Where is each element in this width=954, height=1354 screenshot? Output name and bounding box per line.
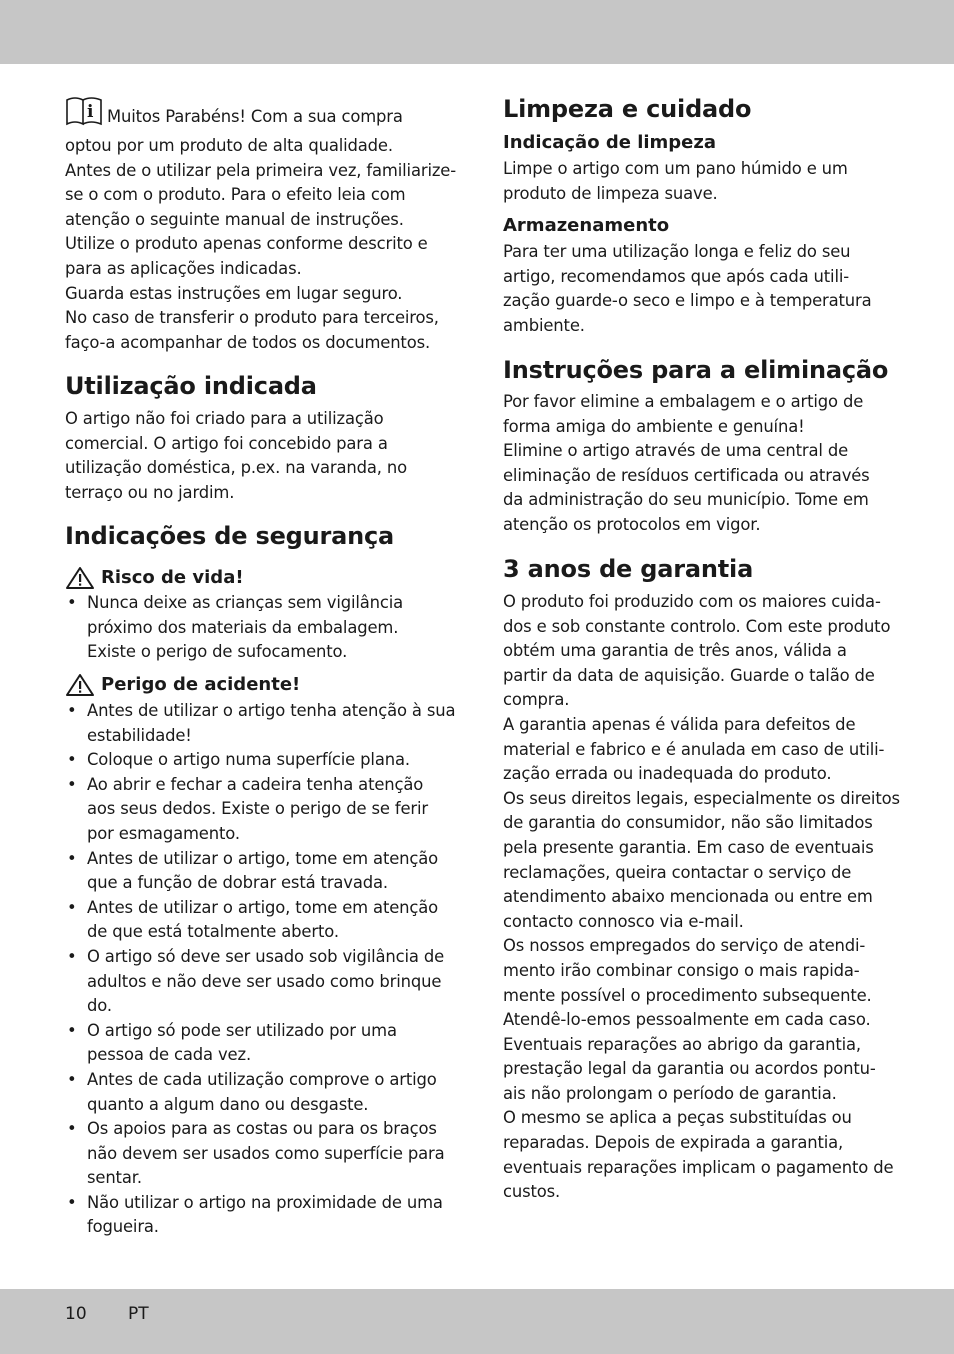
cleaning-note-text	[503, 157, 903, 206]
list-item	[65, 773, 465, 847]
warranty-line: O mesmo se aplica a peças substituídas ou	[503, 1108, 852, 1128]
disposal-line: eliminação de resíduos certificada ou através	[503, 465, 870, 485]
bullet-icon: •	[67, 701, 77, 720]
warranty-line: custos.	[503, 1182, 561, 1202]
list-item-line: Não utilizar o artigo na proximidade de uma	[87, 1192, 443, 1212]
info-icon	[65, 96, 103, 134]
warranty-line: Os nossos empregados do serviço de atendi-	[503, 936, 866, 956]
warranty-line: eventuais reparações implicam o pagamento de	[503, 1157, 894, 1177]
warranty-line: dos e sob constante controlo. Com este produto	[503, 616, 891, 636]
intended-use-line: O artigo não foi criado para a utilização	[65, 409, 384, 428]
list-item-line: Nunca deixe as crianças sem vigilância	[87, 593, 404, 612]
list-item	[65, 896, 465, 945]
storage-title: Armazenamento	[503, 215, 670, 236]
intro-line: para as aplicações indicadas.	[65, 258, 302, 278]
intended-use-text	[65, 407, 465, 505]
storage-line: ambiente.	[503, 315, 585, 335]
warranty-text	[503, 590, 903, 1205]
intro-line: faço-a acompanhar de todos os documentos.	[65, 332, 431, 352]
warranty-line: ais não prolongam o período de garantia.	[503, 1083, 837, 1103]
warning-triangle-icon	[65, 566, 95, 590]
disposal-line: forma amiga do ambiente e genuína!	[503, 416, 805, 436]
safety-title: Indicações de segurança	[65, 522, 395, 550]
warranty-line: mento irão combinar consigo o mais rapida-	[503, 960, 860, 980]
bullet-icon: •	[67, 946, 77, 966]
warranty-line: zação errada ou inadequada do produto.	[503, 764, 832, 784]
danger-accident-title: Perigo de acidente!	[101, 674, 301, 695]
list-item-line: pessoa de cada vez.	[87, 1045, 252, 1065]
list-item-line: próximo dos materiais da embalagem.	[87, 617, 399, 637]
warranty-line: de garantia do consumidor, não são limitados	[503, 813, 873, 833]
bullet-icon: •	[67, 1119, 77, 1139]
intro-line: Guarda estas instruções em lugar seguro.	[65, 283, 403, 303]
language-code: PT	[128, 1304, 149, 1324]
warranty-line: Os seus direitos legais, especialmente os direitos	[503, 788, 900, 808]
warranty-line: mente possível o procedimento subsequente.	[503, 985, 872, 1005]
warranty-line: compra.	[503, 690, 570, 710]
list-item-line: não devem ser usados como superfície para	[87, 1143, 445, 1163]
disposal-line: da administração do seu município. Tome em	[503, 490, 869, 510]
intro-line: atenção o seguinte manual de instruções.	[65, 209, 404, 229]
list-item	[65, 1019, 465, 1068]
intro-line: Utilize o produto apenas conforme descrito e	[65, 234, 428, 254]
list-item	[65, 945, 465, 1019]
danger-accident-list	[65, 699, 465, 1240]
warranty-line: pela presente garantia. Em caso de eventuais	[503, 837, 874, 857]
bullet-icon: •	[67, 1069, 77, 1089]
warranty-line: reclamações, queira contactar o serviço de	[503, 862, 852, 882]
intro-line: optou por um produto de alta qualidade.	[65, 136, 393, 155]
list-item-line: sentar.	[87, 1168, 142, 1188]
warranty-line: A garantia apenas é válida para defeitos de	[503, 714, 856, 734]
header-bar	[0, 0, 954, 64]
bullet-icon: •	[67, 897, 77, 917]
cleaning-note-line: Limpe o artigo com um pano húmido e um	[503, 159, 848, 178]
warranty-title: 3 anos de garantia	[503, 555, 754, 583]
disposal-line: Por favor elimine a embalagem e o artigo de	[503, 392, 864, 411]
warranty-line: contacto connosco via e-mail.	[503, 911, 744, 931]
warning-triangle-icon	[65, 673, 95, 697]
list-item	[65, 748, 465, 773]
danger-accident-heading	[65, 673, 300, 697]
bullet-icon: •	[67, 1020, 77, 1040]
list-item-line: aos seus dedos. Existe o perigo de se ferir	[87, 799, 428, 819]
list-item-line: estabilidade!	[87, 725, 192, 745]
intended-use-title: Utilização indicada	[65, 372, 317, 400]
intro-line: Antes de o utilizar pela primeira vez, familiarize-	[65, 160, 456, 180]
list-item-line: quanto a algum dano ou desgaste.	[87, 1094, 369, 1114]
cleaning-title: Limpeza e cuidado	[503, 95, 752, 123]
intended-use-line: utilização doméstica, p.ex. na varanda, no	[65, 458, 407, 478]
intended-use-line: terraço ou no jardim.	[65, 482, 235, 502]
intro-line: No caso de transferir o produto para terceiros,	[65, 308, 439, 328]
storage-text	[503, 240, 903, 338]
list-item	[65, 1068, 465, 1117]
warranty-line: O produto foi produzido com os maiores cuida-	[503, 592, 881, 611]
warranty-line: atendimento abaixo mencionada ou entre em	[503, 887, 873, 907]
warranty-line: Eventuais reparações ao abrigo da garantia,	[503, 1034, 861, 1054]
list-item-line: Ao abrir e fechar a cadeira tenha atenção	[87, 774, 424, 794]
list-item	[65, 699, 465, 748]
list-item-line: do.	[87, 996, 112, 1016]
list-item-line: fogueira.	[87, 1217, 159, 1237]
bullet-icon: •	[67, 848, 77, 868]
disposal-line: Elimine o artigo através de uma central de	[503, 441, 849, 461]
intro-first-line	[65, 96, 465, 134]
list-item	[65, 1117, 465, 1191]
list-item-line: Antes de utilizar o artigo tenha atenção à sua	[87, 701, 456, 720]
danger-life-heading	[65, 566, 244, 590]
list-item-line: Antes de utilizar o artigo, tome em atenção	[87, 848, 439, 868]
svg-text:i: i	[87, 102, 94, 122]
warranty-line: Atendê-lo-emos pessoalmente em cada caso.	[503, 1010, 871, 1030]
storage-line: Para ter uma utilização longa e feliz do seu	[503, 242, 851, 261]
disposal-title: Instruções para a eliminação	[503, 356, 889, 384]
list-item-line: O artigo só pode ser utilizado por uma	[87, 1020, 397, 1040]
list-item-line: de que está totalmente aberto.	[87, 922, 339, 942]
list-item-line: Antes de utilizar o artigo, tome em atenção	[87, 897, 439, 917]
danger-life-list	[65, 591, 465, 665]
intended-use-line: comercial. O artigo foi concebido para a	[65, 433, 388, 453]
list-item-line: O artigo só deve ser usado sob vigilância de	[87, 946, 445, 966]
bullet-icon: •	[67, 750, 77, 770]
list-item	[65, 1191, 465, 1240]
list-item	[65, 847, 465, 896]
cleaning-note-title: Indicação de limpeza	[503, 132, 717, 153]
warranty-line: obtém uma garantia de três anos, válida a	[503, 641, 847, 661]
bullet-icon: •	[67, 593, 77, 612]
list-item	[65, 591, 465, 665]
disposal-text	[503, 390, 903, 538]
list-item-line: adultos e não deve ser usado como brinque	[87, 971, 442, 991]
cleaning-note-line: produto de limpeza suave.	[503, 183, 718, 203]
danger-life-title: Risco de vida!	[101, 567, 244, 588]
intro-text	[65, 134, 465, 355]
intro-first-text: Muitos Parabéns! Com a sua compra	[107, 107, 403, 126]
disposal-line: atenção os protocolos em vigor.	[503, 514, 761, 534]
storage-line: artigo, recomendamos que após cada utili-	[503, 266, 850, 286]
list-item-line: Existe o perigo de sufocamento.	[87, 642, 348, 662]
warranty-line: material e fabrico e é anulada em caso de utili-	[503, 739, 885, 759]
warranty-line: partir da data de aquisição. Guarde o talão de	[503, 665, 875, 685]
warranty-line: reparadas. Depois de expirada a garantia,	[503, 1133, 844, 1153]
storage-line: zação guarde-o seco e limpo e à temperatura	[503, 291, 872, 311]
bullet-icon: •	[67, 774, 77, 794]
list-item-line: que a função de dobrar está travada.	[87, 873, 388, 893]
list-item-line: Os apoios para as costas ou para os braços	[87, 1119, 437, 1139]
intro-line: se o com o produto. Para o efeito leia com	[65, 185, 406, 205]
page-number: 10	[65, 1304, 87, 1324]
list-item-line: Antes de cada utilização comprove o artigo	[87, 1069, 437, 1089]
warranty-line: prestação legal da garantia ou acordos pontu-	[503, 1059, 876, 1079]
bullet-icon: •	[67, 1192, 77, 1212]
list-item-line: por esmagamento.	[87, 823, 240, 843]
list-item-line: Coloque o artigo numa superfície plana.	[87, 750, 410, 770]
